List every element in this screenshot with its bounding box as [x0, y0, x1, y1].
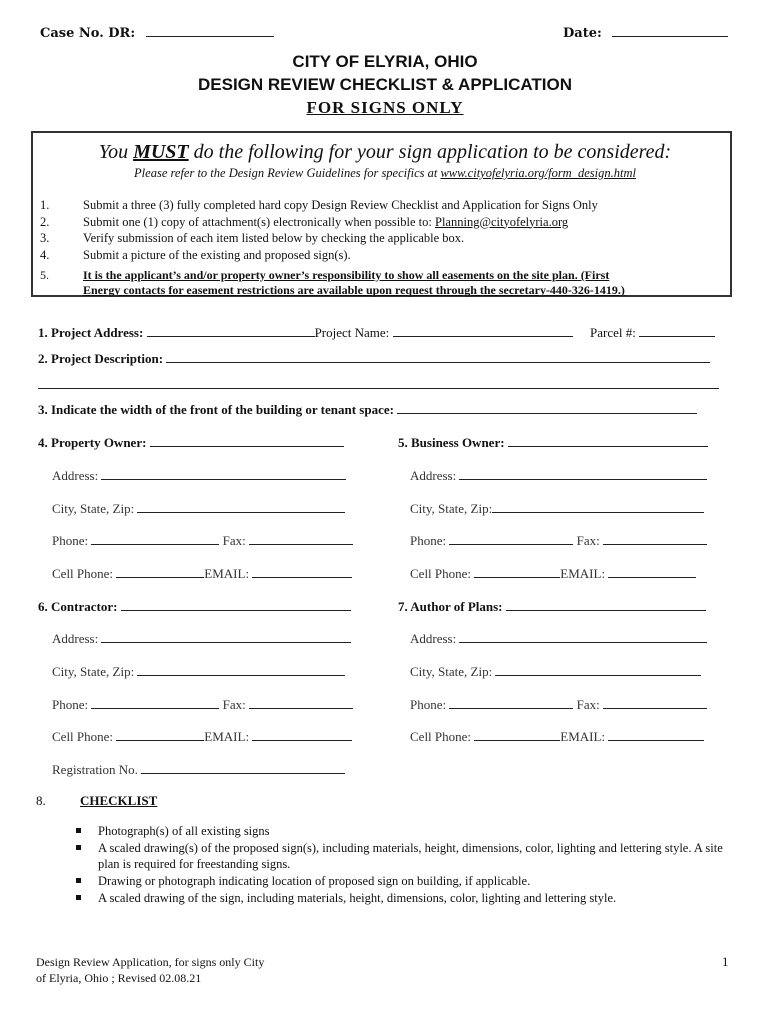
contractor-city-row: City, State, Zip:: [52, 663, 345, 680]
project-address-row: [38, 324, 573, 341]
width-row: [38, 401, 697, 418]
business-city-field[interactable]: [492, 500, 704, 513]
checklist-title: CHECKLIST: [80, 793, 158, 808]
city-title: CITY OF ELYRIA, OHIO: [292, 52, 478, 71]
business-city-row: City, State, Zip:: [410, 500, 704, 517]
contractor-cell-field[interactable]: [116, 728, 204, 741]
owner-phone-row: Phone: Fax:: [52, 532, 353, 549]
easement-line-2: Energy contacts for easement restrictions are available upon request through the secretary-440-326-1419.): [83, 283, 625, 297]
project-name-label: Project Name:: [314, 325, 390, 340]
business-cell-field[interactable]: [474, 565, 560, 578]
checklist: [76, 823, 726, 907]
checklist-item[interactable]: A scaled drawing of the sign, including materials, height, dimensions, color, lighting and lettering style.: [76, 890, 726, 906]
project-description-label: 2. Project Description:: [38, 351, 164, 366]
case-no-row: [40, 24, 274, 41]
date-label: Date:: [563, 26, 602, 41]
author-fax-field[interactable]: [603, 696, 707, 709]
business-fax-field[interactable]: [603, 532, 707, 545]
footer-line-1: Design Review Application, for signs only City: [36, 955, 265, 969]
contractor-city-field[interactable]: [137, 663, 345, 676]
notice-heading-pre: You: [98, 141, 134, 163]
notice-heading-post: do the following for your sign application to be considered:: [188, 141, 672, 163]
owner-address-field[interactable]: [101, 467, 346, 480]
author-email-field[interactable]: [608, 728, 704, 741]
owner-address-row: Address:: [52, 467, 346, 484]
notice-refer-text: Please refer to the Design Review Guidelines for specifics at: [134, 166, 441, 180]
business-phone-field[interactable]: [449, 532, 573, 545]
project-description-field[interactable]: [166, 350, 710, 363]
owner-city-field[interactable]: [137, 500, 345, 513]
business-address-field[interactable]: [459, 467, 707, 480]
checklist-number: 8.: [36, 793, 46, 808]
contractor-phone-row: Phone: Fax:: [52, 696, 353, 713]
contractor-phone-field[interactable]: [91, 696, 219, 709]
author-city-field[interactable]: [495, 663, 701, 676]
author-address-row: Address:: [410, 630, 707, 647]
contractor-field[interactable]: [121, 598, 351, 611]
width-label: 3. Indicate the width of the front of the building or tenant space:: [38, 402, 394, 417]
planning-email-link[interactable]: Planning@cityofelyria.org: [435, 214, 569, 229]
business-phone-row: Phone: Fax:: [410, 532, 707, 549]
form-title: DESIGN REVIEW CHECKLIST & APPLICATION: [197, 75, 573, 94]
page-number: 1: [722, 954, 729, 969]
owner-cell-field[interactable]: [116, 565, 204, 578]
owner-phone-field[interactable]: [91, 532, 219, 545]
parcel-field[interactable]: [639, 324, 715, 337]
project-description-line-2[interactable]: [38, 388, 719, 389]
property-owner-row: 4. Property Owner:: [38, 434, 344, 451]
list-item: 4. Submit a picture of the existing and proposed sign(s).: [40, 247, 351, 262]
project-address-field[interactable]: [147, 324, 315, 337]
contractor-fax-field[interactable]: [249, 696, 353, 709]
registration-row: Registration No.: [52, 761, 345, 778]
notice-heading-must: MUST: [133, 141, 189, 163]
project-name-field[interactable]: [393, 324, 573, 337]
business-owner-field[interactable]: [508, 434, 708, 447]
checklist-item[interactable]: Photograph(s) of all existing signs: [76, 823, 726, 839]
author-phone-row: Phone: Fax:: [410, 696, 707, 713]
footer-line-2: of Elyria, Ohio ; Revised 02.08.21: [36, 971, 202, 985]
case-no-label: Case No. DR:: [40, 26, 136, 41]
width-field[interactable]: [397, 401, 697, 414]
project-description-row: [38, 350, 710, 367]
easement-notice: 5. It is the applicant’s and/or property owner’s responsibility to show all easements on the site plan. (First Energy contacts for easement restrictions are available upon request through the secretary-440-326-1419.): [40, 268, 625, 297]
list-item: 2. Submit one (1) copy of attachment(s) electronically when possible to: Planning@cityofelyria.org: [40, 214, 569, 229]
contractor-address-row: Address:: [52, 630, 351, 647]
contractor-cell-row: Cell Phone: EMAIL:: [52, 728, 352, 745]
business-owner-row: 5. Business Owner:: [398, 434, 708, 451]
business-address-row: Address:: [410, 467, 707, 484]
checklist-item[interactable]: Drawing or photograph indicating location of proposed sign on building, if applicable.: [76, 873, 726, 889]
parcel-row: [590, 324, 715, 341]
business-email-field[interactable]: [608, 565, 696, 578]
owner-fax-field[interactable]: [249, 532, 353, 545]
owner-email-field[interactable]: [252, 565, 352, 578]
footer-text: [36, 954, 264, 986]
owner-cell-row: Cell Phone: EMAIL:: [52, 565, 352, 582]
checklist-item[interactable]: A scaled drawing(s) of the proposed sign(s), including materials, height, dimensions, color, lighting and lettering style. A site plan is required for freestanding signs.: [76, 840, 726, 872]
guidelines-link[interactable]: www.cityofelyria.org/form_design.html: [440, 166, 636, 180]
author-row: 7. Author of Plans:: [398, 598, 706, 615]
contractor-row: 6. Contractor:: [38, 598, 351, 615]
notice-refer: [0, 166, 770, 181]
contractor-email-field[interactable]: [252, 728, 352, 741]
property-owner-field[interactable]: [150, 434, 344, 447]
contractor-address-field[interactable]: [101, 630, 351, 643]
parcel-label: Parcel #:: [590, 325, 636, 340]
registration-field[interactable]: [141, 761, 345, 774]
author-cell-field[interactable]: [474, 728, 560, 741]
business-cell-row: Cell Phone: EMAIL:: [410, 565, 696, 582]
owner-city-row: City, State, Zip:: [52, 500, 345, 517]
author-phone-field[interactable]: [449, 696, 573, 709]
date-row: [563, 24, 728, 41]
list-item: 1. Submit a three (3) fully completed hard copy Design Review Checklist and Application for Signs Only: [40, 198, 598, 212]
author-cell-row: Cell Phone: EMAIL:: [410, 728, 704, 745]
case-no-field[interactable]: [146, 24, 274, 37]
date-field[interactable]: [612, 24, 728, 37]
notice-heading: [0, 141, 770, 164]
author-city-row: City, State, Zip:: [410, 663, 701, 680]
requirements-list: [40, 197, 598, 263]
author-address-field[interactable]: [459, 630, 707, 643]
form-subtitle: FOR SIGNS ONLY: [306, 98, 464, 117]
list-item: 3. Verify submission of each item listed below by checking the applicable box.: [40, 231, 465, 245]
project-address-label: 1. Project Address:: [38, 325, 144, 340]
author-field[interactable]: [506, 598, 706, 611]
easement-line-1: It is the applicant’s and/or property owner’s responsibility to show all easements on the site plan. (First: [83, 268, 610, 282]
